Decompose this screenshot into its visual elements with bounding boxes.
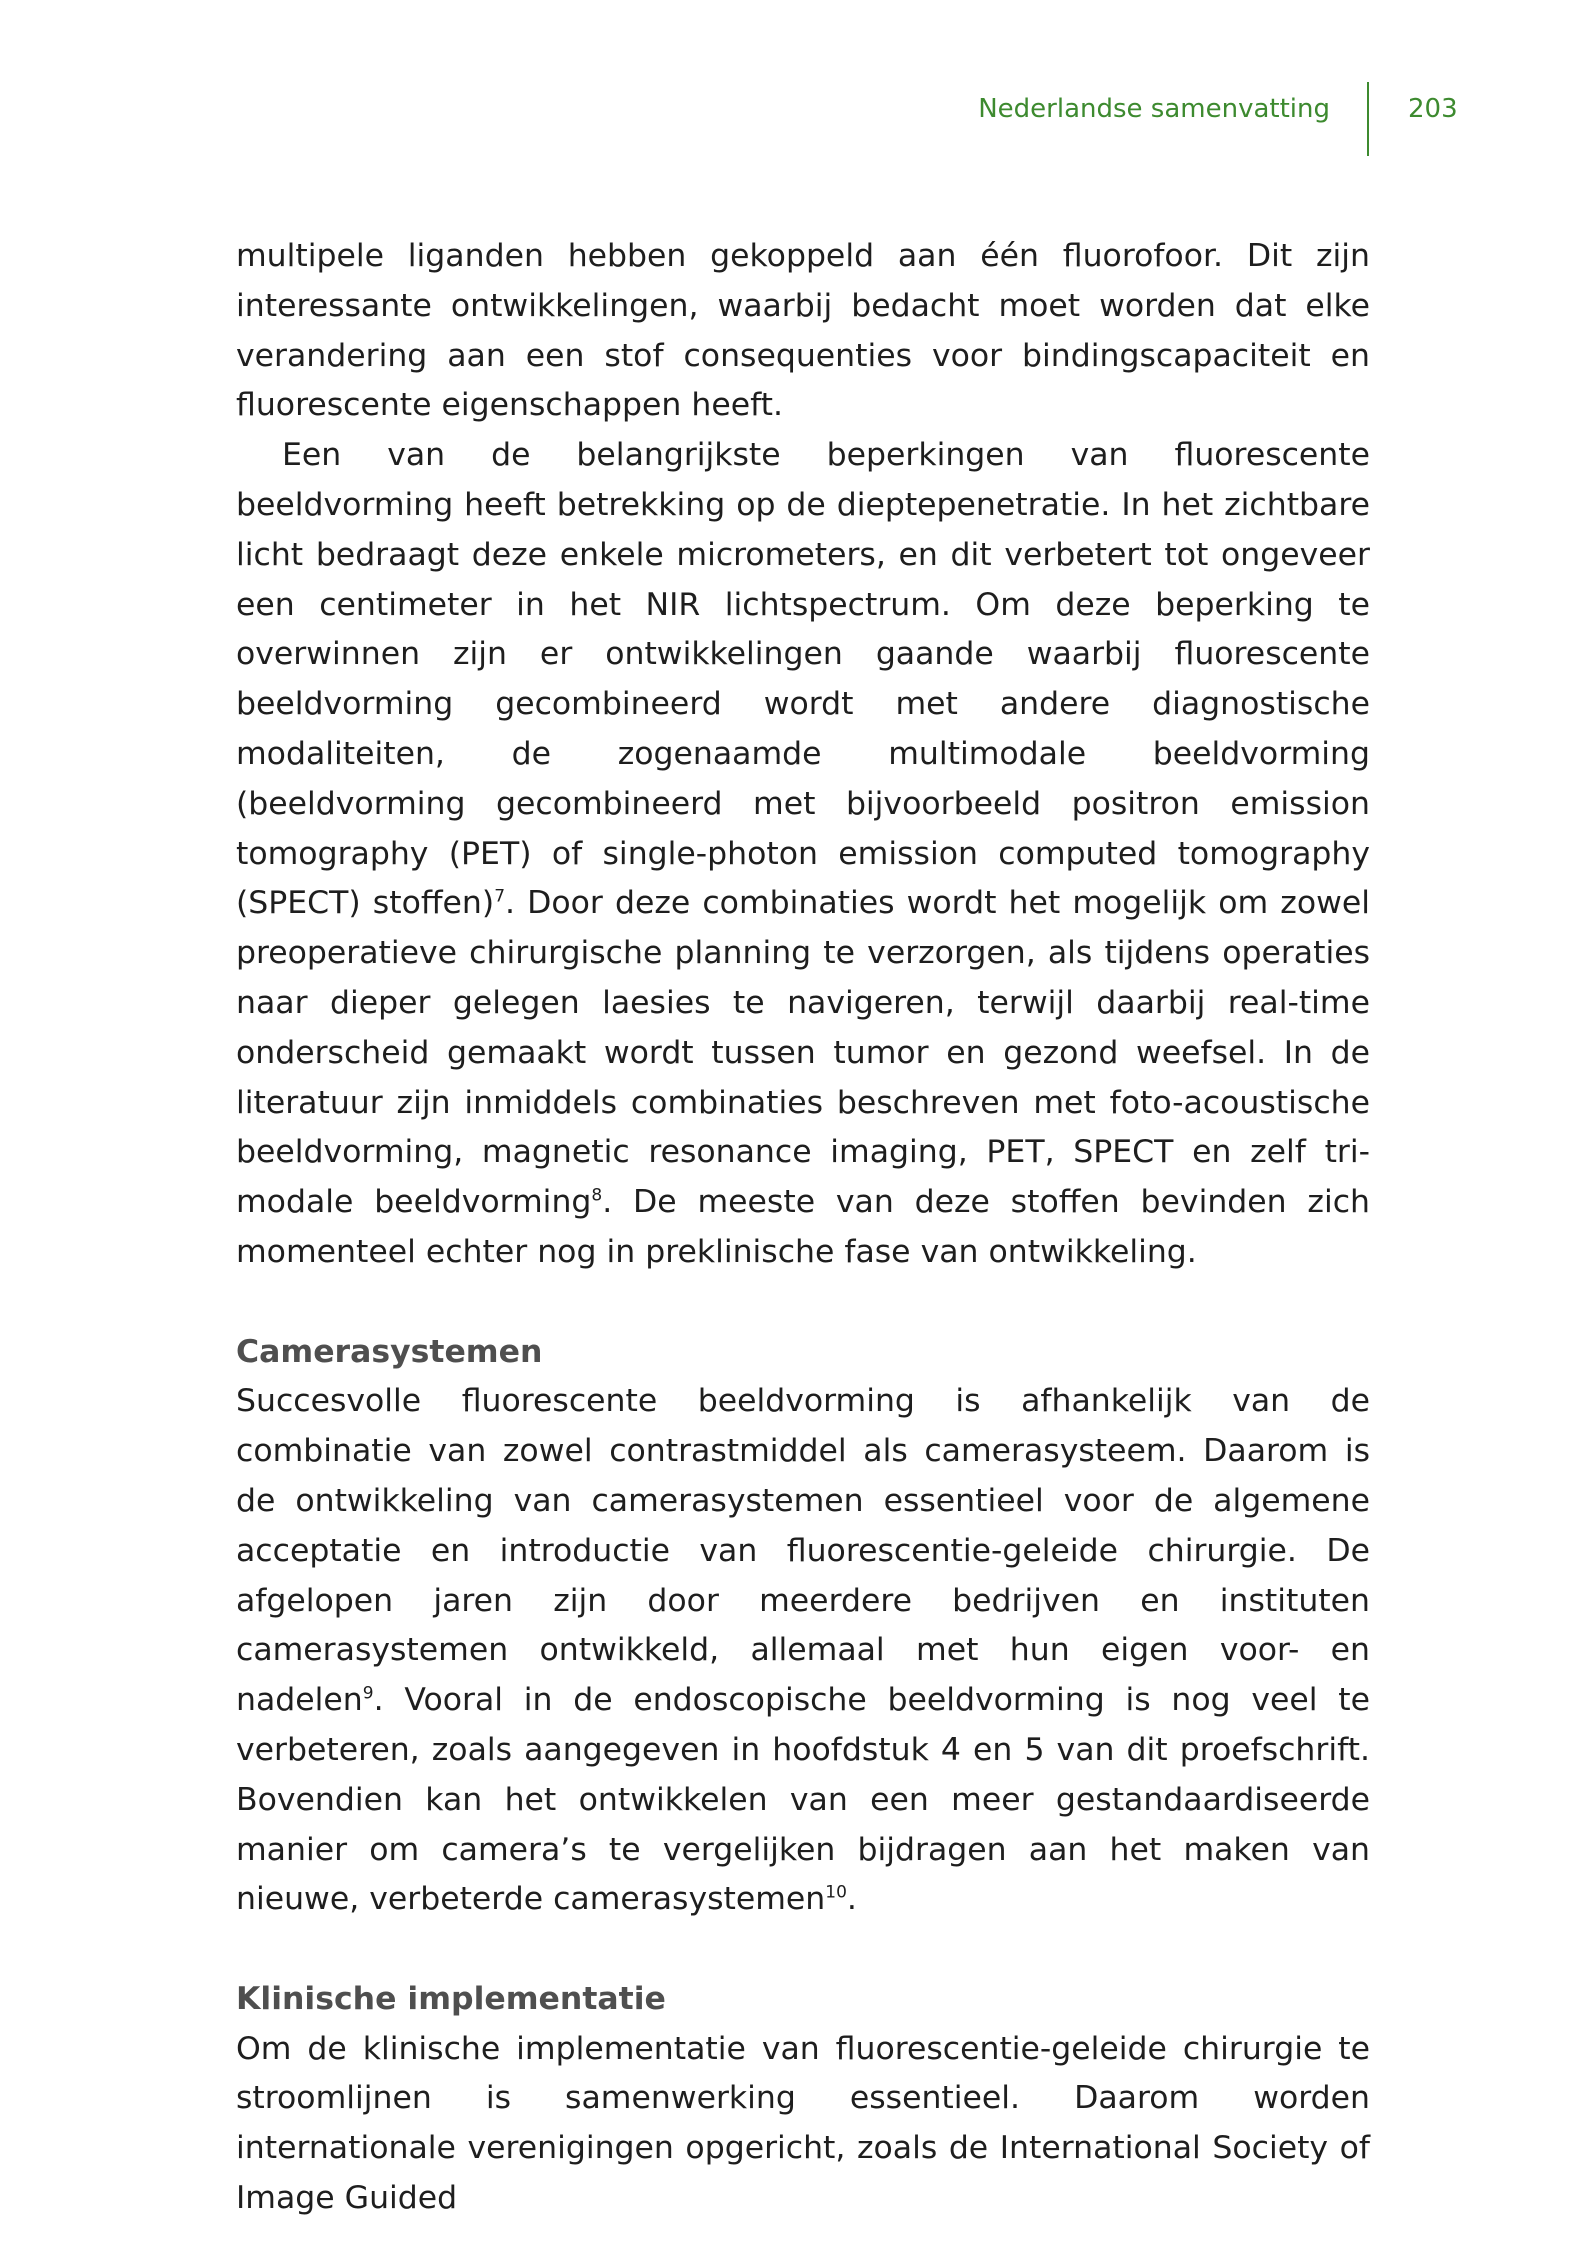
reference-superscript: 10 — [825, 1882, 847, 1903]
section-heading-camerasystemen: Camerasystemen — [236, 1333, 543, 1370]
page-number: 203 — [1408, 94, 1458, 124]
paragraph-camerasystemen — [236, 1377, 1370, 1925]
reference-superscript: 8 — [591, 1185, 603, 1206]
body-text — [236, 232, 1370, 2224]
reference-superscript: 7 — [494, 886, 506, 907]
paragraph-text: Succesvolle fluorescente beeldvorming is afhankelijk van de combinatie van zowel contrastmiddel als camerasysteem. Daarom is de ontwikkeling van camerasystemen essentieel voor de algemene acceptatie en introductie van fluorescentie-geleide chirurgie. De afgelopen jaren zijn door meerdere bedrijven en instituten camerasystemen ontwikkeld, allemaal met hun eigen voor- en nadelen — [236, 1383, 1370, 1719]
paragraph-klinische-implementatie: Om de klinische implementatie van fluorescentie-geleide chirurgie te stroomlijnen is samenwerking essentieel. Daarom worden internationale verenigingen opgericht, zoals de International Society of Image Guided — [236, 2030, 1370, 2217]
paragraph-continuation: multipele liganden hebben gekoppeld aan één fluorofoor. Dit zijn interessante ontwikkelingen, waarbij bedacht moet worden dat elke verandering aan een stof consequenties voor bindingscapaciteit en fluorescente eigenschappen heeft. — [236, 238, 1370, 424]
header-divider — [1367, 82, 1369, 156]
section-heading-klinische-implementatie: Klinische implementatie — [236, 1980, 666, 2017]
running-header-title: Nederlandse samenvatting — [978, 94, 1330, 124]
paragraph-text: . De meeste van deze stoffen bevinden zich momenteel echter nog in preklinische fase van ontwikkeling. — [236, 1184, 1371, 1270]
paragraph-text: . Vooral in de endoscopische beeldvorming is nog veel te verbeteren, zoals aangegeven in hoofdstuk 4 en 5 van dit proefschrift. Bovendien kan het ontwikkelen van een meer gestandaardiseerde manier om camera’s te vergelijken bijdragen aan het maken van nieuwe, verbeterde camerasystemen — [236, 1682, 1370, 1918]
paragraph-text: Een van de belangrijkste beperkingen van fluorescente beeldvorming heeft betrekking op de dieptepenetratie. In het zichtbare licht bedraagt deze enkele micrometers, en dit verbetert tot ongeveer een centimeter in het NIR lichtspectrum. Om deze beperking te overwinnen zijn er ontwikkelingen gaande waarbij fluorescente beeldvorming gecombineerd wordt met andere diagnostische modaliteiten, de zogenaamde multimodale beeldvorming (beeldvorming gecombineerd met bijvoorbeeld positron emission tomography (PET) of single-photon emission computed tomography (SPECT) stoffen) — [236, 437, 1370, 922]
paragraph-text: . — [846, 1881, 857, 1918]
paragraph-text: . Door deze combinaties wordt het mogelijk om zowel preoperatieve chirurgische planning te verzorgen, als tijdens operaties naar dieper gelegen laesies te navigeren, terwijl daarbij real-time onderscheid gemaakt wordt tussen tumor en gezond weefsel. In de literatuur zijn inmiddels combinaties beschreven met foto-acoustische beeldvorming, magnetic resonance imaging, PET, SPECT en zelf tri-modale beeldvorming — [236, 885, 1370, 1221]
running-header — [0, 92, 1593, 152]
reference-superscript: 9 — [362, 1683, 374, 1704]
paragraph-depth-penetration — [236, 431, 1370, 1278]
